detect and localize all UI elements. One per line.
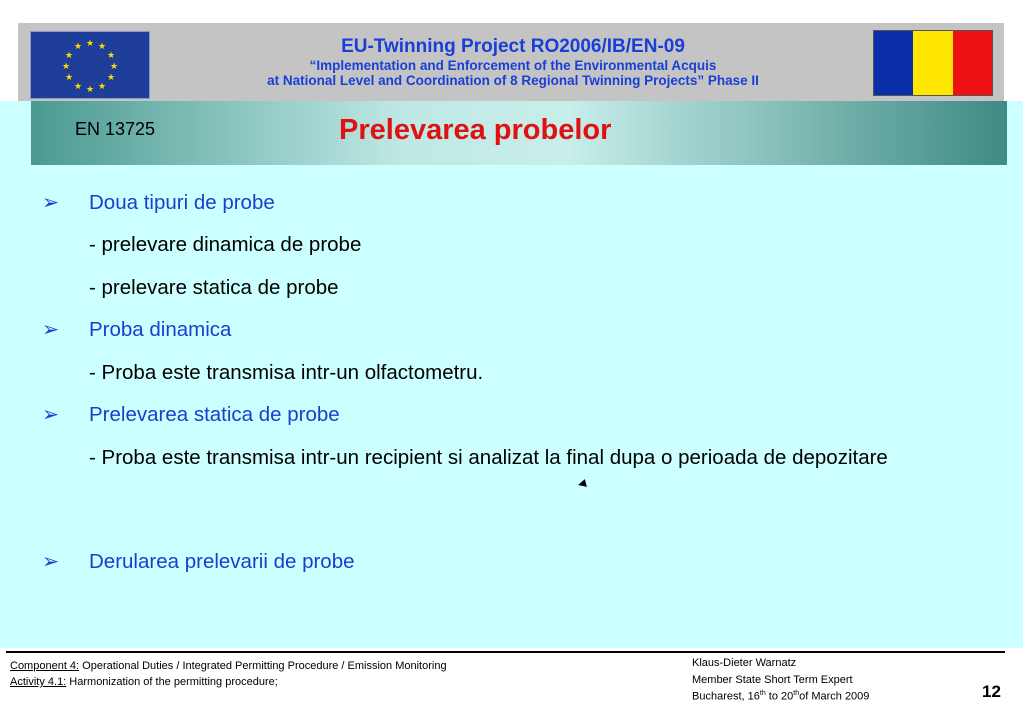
project-line-3: at National Level and Coordination of 8 Regional Twinning Projects” Phase II: [267, 73, 759, 88]
flag-yellow-stripe: [913, 31, 952, 95]
date-sup: th: [793, 690, 800, 697]
project-line-1: EU-Twinning Project RO2006/IB/EN-09: [341, 36, 685, 57]
bullet-item: Prelevarea statica de probe: [89, 403, 340, 426]
bullet-icon: ➢: [42, 550, 60, 573]
bullet-item: Derularea prelevarii de probe: [89, 550, 355, 573]
footer-role: Member State Short Term Expert: [692, 674, 853, 686]
footer-date: [692, 690, 869, 703]
romania-flag-icon: [873, 30, 993, 96]
project-line-2: “Implementation and Enforcement of the Environmental Acquis: [309, 58, 717, 73]
sub-item: - Proba este transmisa intr-un olfactometru.: [89, 361, 484, 384]
bullet-icon: ➢: [42, 403, 60, 426]
footer-divider: [6, 651, 1005, 653]
slide-title: Prelevarea probelor: [339, 114, 612, 146]
flag-red-stripe: [953, 31, 992, 95]
bullet-item: Proba dinamica: [89, 318, 232, 341]
component-label: Component 4:: [10, 660, 80, 672]
date-part: of March 2009: [799, 690, 870, 703]
page-number: 12: [982, 682, 1001, 701]
bullet-item: Doua tipuri de probe: [89, 191, 275, 214]
component-text: Operational Duties / Integrated Permitting Procedure / Emission Monitoring: [79, 660, 447, 672]
sub-item: - prelevare dinamica de probe: [89, 233, 362, 256]
sub-item: - Proba este transmisa intr-un recipient si analizat la final dupa o perioada de depozitare: [89, 446, 888, 469]
header-bar: [18, 23, 1004, 101]
bullet-icon: ➢: [42, 318, 60, 341]
bullet-icon: ➢: [42, 191, 60, 214]
activity-label: Activity 4.1:: [10, 676, 67, 688]
activity-text: Harmonization of the permitting procedure;: [66, 676, 278, 688]
date-sup: th: [759, 690, 766, 697]
standard-label: EN 13725: [75, 119, 156, 139]
footer-author: Klaus-Dieter Warnatz: [692, 657, 797, 669]
flag-blue-stripe: [874, 31, 913, 95]
footer-component: [10, 660, 447, 672]
eu-flag-icon: ★ ★ ★ ★ ★ ★ ★ ★ ★ ★ ★ ★: [30, 31, 150, 99]
sub-item: - prelevare statica de probe: [89, 276, 339, 299]
date-part: to 20: [765, 690, 794, 703]
date-part: Bucharest, 16: [692, 690, 760, 703]
title-bar: [31, 101, 1007, 165]
footer-activity: [10, 676, 278, 688]
